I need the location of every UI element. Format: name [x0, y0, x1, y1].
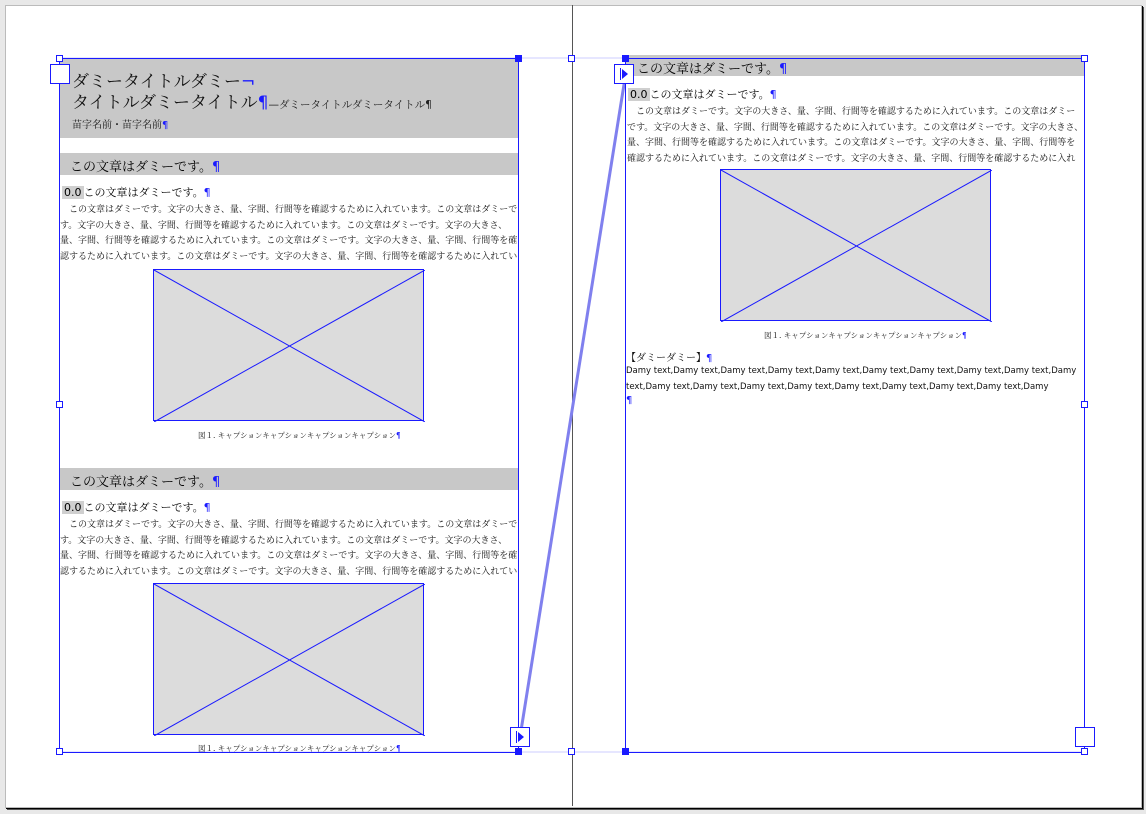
subsection-heading-1: 0.0 この文章はダミーです。¶ [64, 186, 211, 199]
authors: 苗字名前・苗字名前¶ [72, 120, 169, 131]
out-port-left[interactable] [510, 727, 530, 747]
body-text-2: この文章はダミーです。文字の大きさ、量、字間、行間等を確認するために入れています。この文章はダミーです。文字の大きさ、量、字間、行間等を確認するために入れています。この文章はダミーです。文字の大きさ、量、字間、行間等を確認するために入れています。この文章はダミーです。文字の大きさ、量、字間、行間等を確認するために入れています。この文章はダミーです。文字の大きさ、量、字間、行間等を確認するために入れてい [60, 520, 518, 578]
resize-handle[interactable] [622, 55, 629, 62]
figure-caption-2: 図１. キャプションキャプションキャプションキャプション¶ [198, 744, 401, 753]
resize-handle[interactable] [1081, 748, 1088, 755]
image-placeholder-1[interactable] [153, 269, 424, 421]
body-text-1: この文章はダミーです。文字の大きさ、量、字間、行間等を確認するために入れています。この文章はダミーです。文字の大きさ、量、字間、行間等を確認するために入れています。この文章はダミーです。文字の大きさ、量、字間、行間等を確認するために入れています。この文章はダミーです。文字の大きさ、量、字間、行間等を確認するために入れています。この文章はダミーです。文字の大きさ、量、字間、行間等を確認するために入れてい [60, 205, 518, 263]
resize-handle[interactable] [56, 401, 63, 408]
image-placeholder-2[interactable] [153, 583, 424, 735]
in-port-left[interactable] [50, 64, 70, 84]
in-port-right[interactable] [614, 64, 634, 84]
resize-handle[interactable] [568, 55, 575, 62]
resize-handle[interactable] [568, 748, 575, 755]
body-text-right: この文章はダミーです。文字の大きさ、量、字間、行間等を確認するために入れています。この文章はダミーです。文字の大きさ、量、字間、行間等を確認するために入れています。この文章はダミーです。文字の大きさ、量、字間、行間等を確認するために入れています。この文章はダミーです。文字の大きさ、量、字間、行間等を確認するために入れています。この文章はダミーです。文字の大きさ、量、字間、行間等を確認するために入れ [627, 107, 1084, 165]
subsection-heading-2: 0.0 この文章はダミーです。¶ [64, 501, 211, 514]
resize-handle[interactable] [1081, 55, 1088, 62]
document-title-line1: ダミータイトルダミー¬ [72, 72, 256, 92]
resize-handle[interactable] [56, 748, 63, 755]
resize-handle[interactable] [1081, 401, 1088, 408]
image-placeholder-right[interactable] [720, 169, 991, 321]
figure-caption-1: 図１. キャプションキャプションキャプションキャプション¶ [198, 431, 401, 440]
subsection-heading-right: 0.0 この文章はダミーです。¶ [630, 88, 777, 101]
section-heading-1: この文章はダミーです。¶ [70, 160, 221, 175]
section-heading-right: この文章はダミーです。¶ [637, 62, 788, 77]
resize-handle[interactable] [515, 748, 522, 755]
resize-handle[interactable] [56, 55, 63, 62]
out-port-right[interactable] [1075, 727, 1095, 747]
document-title-line2: タイトルダミータイトル¶—ダミータイトルダミータイトル¶ [72, 93, 432, 113]
bracket-heading: 【ダミーダミー】¶ [626, 353, 713, 364]
dummy-text: Damy text,Damy text,Damy text,Damy text,Damy text,Damy text,Damy text,Damy text,Damy text,Damy text,Damy text,Damy text,Damy text,Damy text,Damy text,Damy text,Damy text,Damy text,Damy [626, 366, 1077, 392]
empty-paragraph-mark: ¶ [626, 395, 633, 406]
resize-handle[interactable] [622, 748, 629, 755]
resize-handle[interactable] [515, 55, 522, 62]
figure-caption-right: 図１. キャプションキャプションキャプションキャプション¶ [764, 331, 967, 340]
section-heading-2: この文章はダミーです。¶ [70, 475, 221, 490]
